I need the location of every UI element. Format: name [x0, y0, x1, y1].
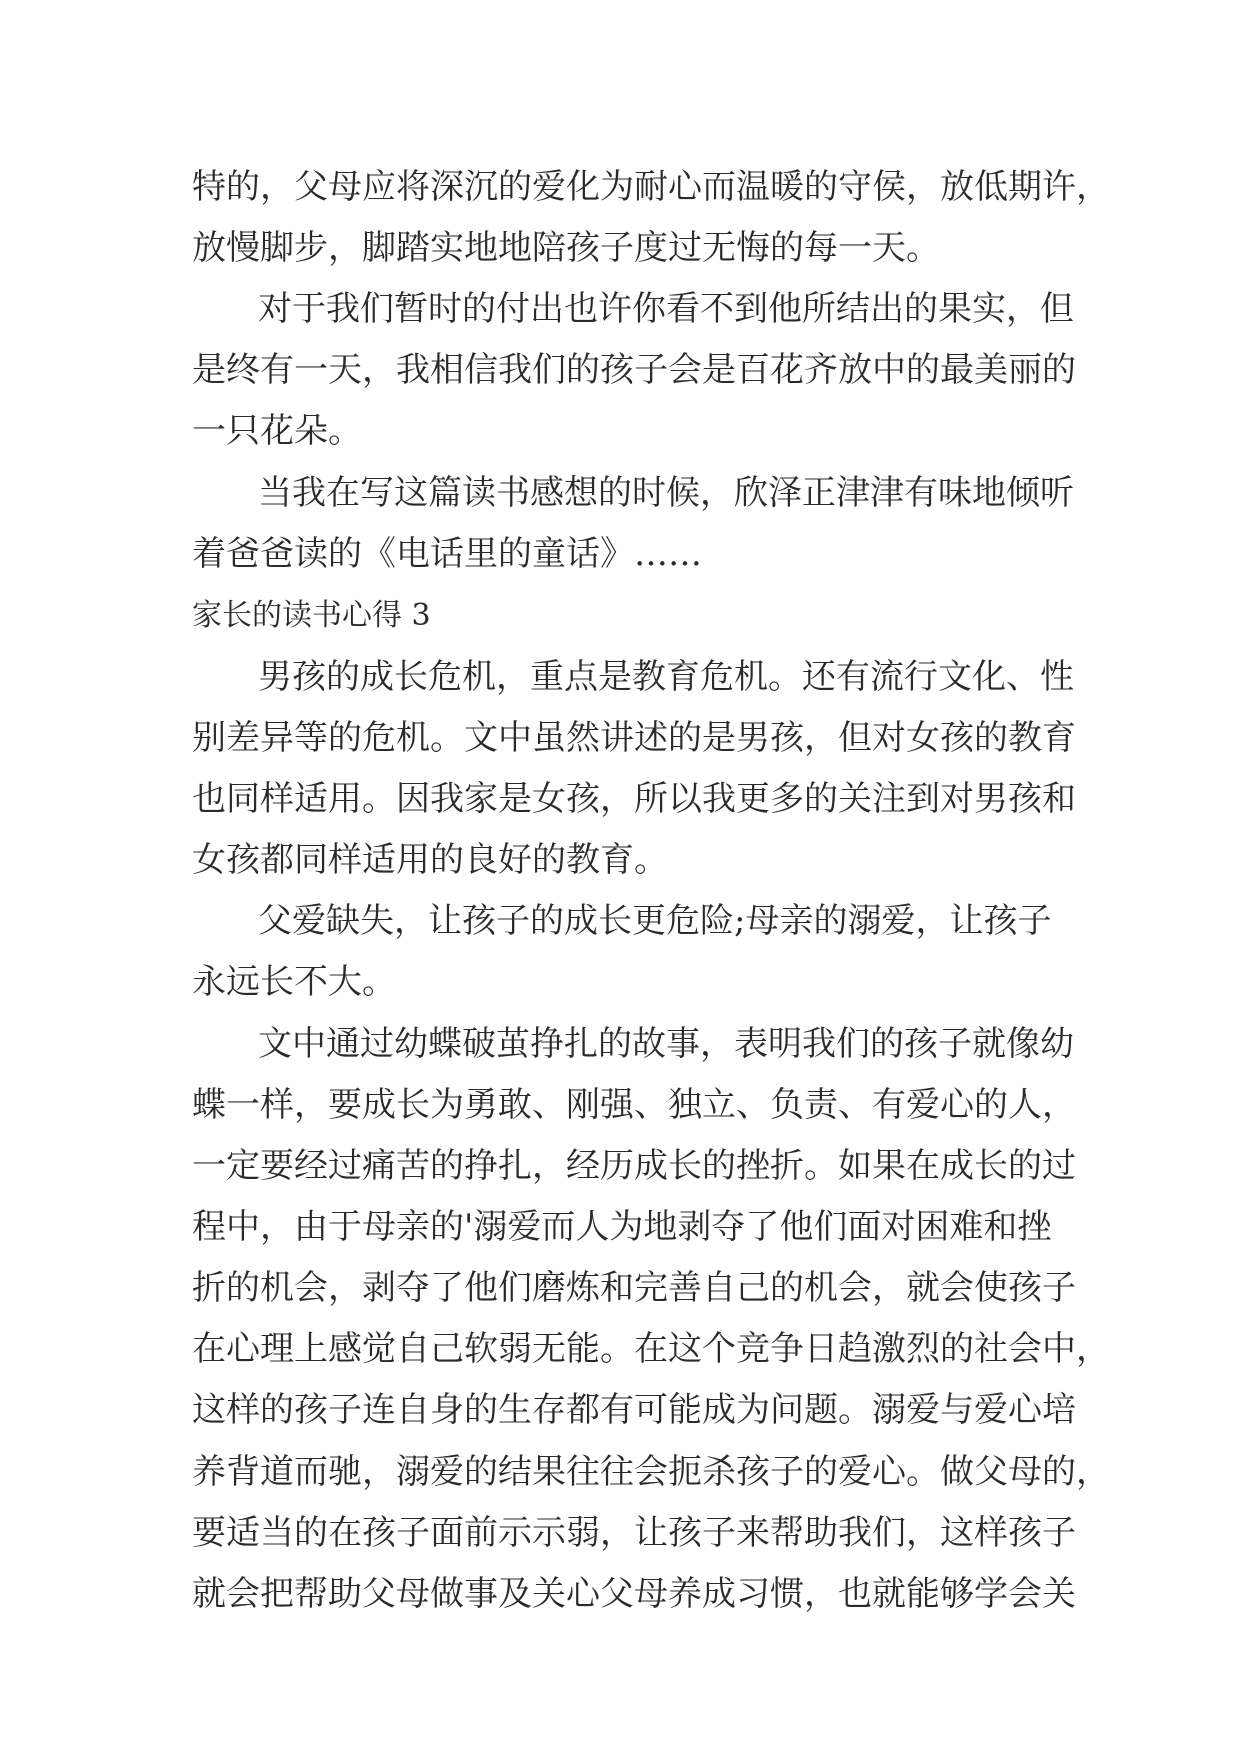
text-line: 文中通过幼蝶破茧挣扎的故事，表明我们的孩子就像幼	[258, 1024, 1074, 1064]
text-line: 着爸爸读的《电话里的童话》……	[192, 534, 702, 574]
text-line: 别差异等的危机。文中虽然讲述的是男孩，但对女孩的教育	[192, 718, 1076, 758]
text-line: 放慢脚步，脚踏实地地陪孩子度过无悔的每一天。	[192, 228, 940, 268]
text-line: 折的机会，剥夺了他们磨炼和完善自己的机会，就会使孩子	[192, 1268, 1076, 1308]
text-line: 养背道而驰，溺爱的结果往往会扼杀孩子的爱心。做父母的，	[192, 1452, 1110, 1492]
text-line: 程中，由于母亲的'溺爱而人为地剥夺了他们面对困难和挫	[192, 1207, 1052, 1247]
text-line: 也同样适用。因我家是女孩，所以我更多的关注到对男孩和	[192, 779, 1076, 819]
text-line: 是终有一天，我相信我们的孩子会是百花齐放中的最美丽的	[192, 350, 1076, 390]
text-line: 对于我们暂时的付出也许你看不到他所结出的果实，但	[258, 289, 1074, 329]
text-line: 要适当的在孩子面前示示弱，让孩子来帮助我们，这样孩子	[192, 1513, 1076, 1553]
text-line: 特的，父母应将深沉的爱化为耐心而温暖的守侯，放低期许，	[192, 167, 1110, 207]
text-line: 在心理上感觉自己软弱无能。在这个竞争日趋激烈的社会中，	[192, 1329, 1110, 1369]
text-line: 这样的孩子连自身的生存都有可能成为问题。溺爱与爱心培	[192, 1390, 1076, 1430]
text-line: 当我在写这篇读书感想的时候，欣泽正津津有味地倾听	[258, 473, 1074, 513]
text-line: 一定要经过痛苦的挣扎，经历成长的挫折。如果在成长的过	[192, 1146, 1076, 1186]
text-line: 父爱缺失，让孩子的成长更危险;母亲的溺爱，让孩子	[258, 901, 1052, 941]
text-line: 男孩的成长危机，重点是教育危机。还有流行文化、性	[258, 657, 1074, 697]
text-line: 永远长不大。	[192, 962, 396, 1002]
section-heading: 家长的读书心得 3	[192, 598, 431, 633]
text-line: 就会把帮助父母做事及关心父母养成习惯，也就能够学会关	[192, 1574, 1076, 1614]
text-line: 一只花朵。	[192, 411, 362, 451]
text-line: 女孩都同样适用的良好的教育。	[192, 840, 668, 880]
text-line: 蝶一样，要成长为勇敢、刚强、独立、负责、有爱心的人，	[192, 1085, 1076, 1125]
